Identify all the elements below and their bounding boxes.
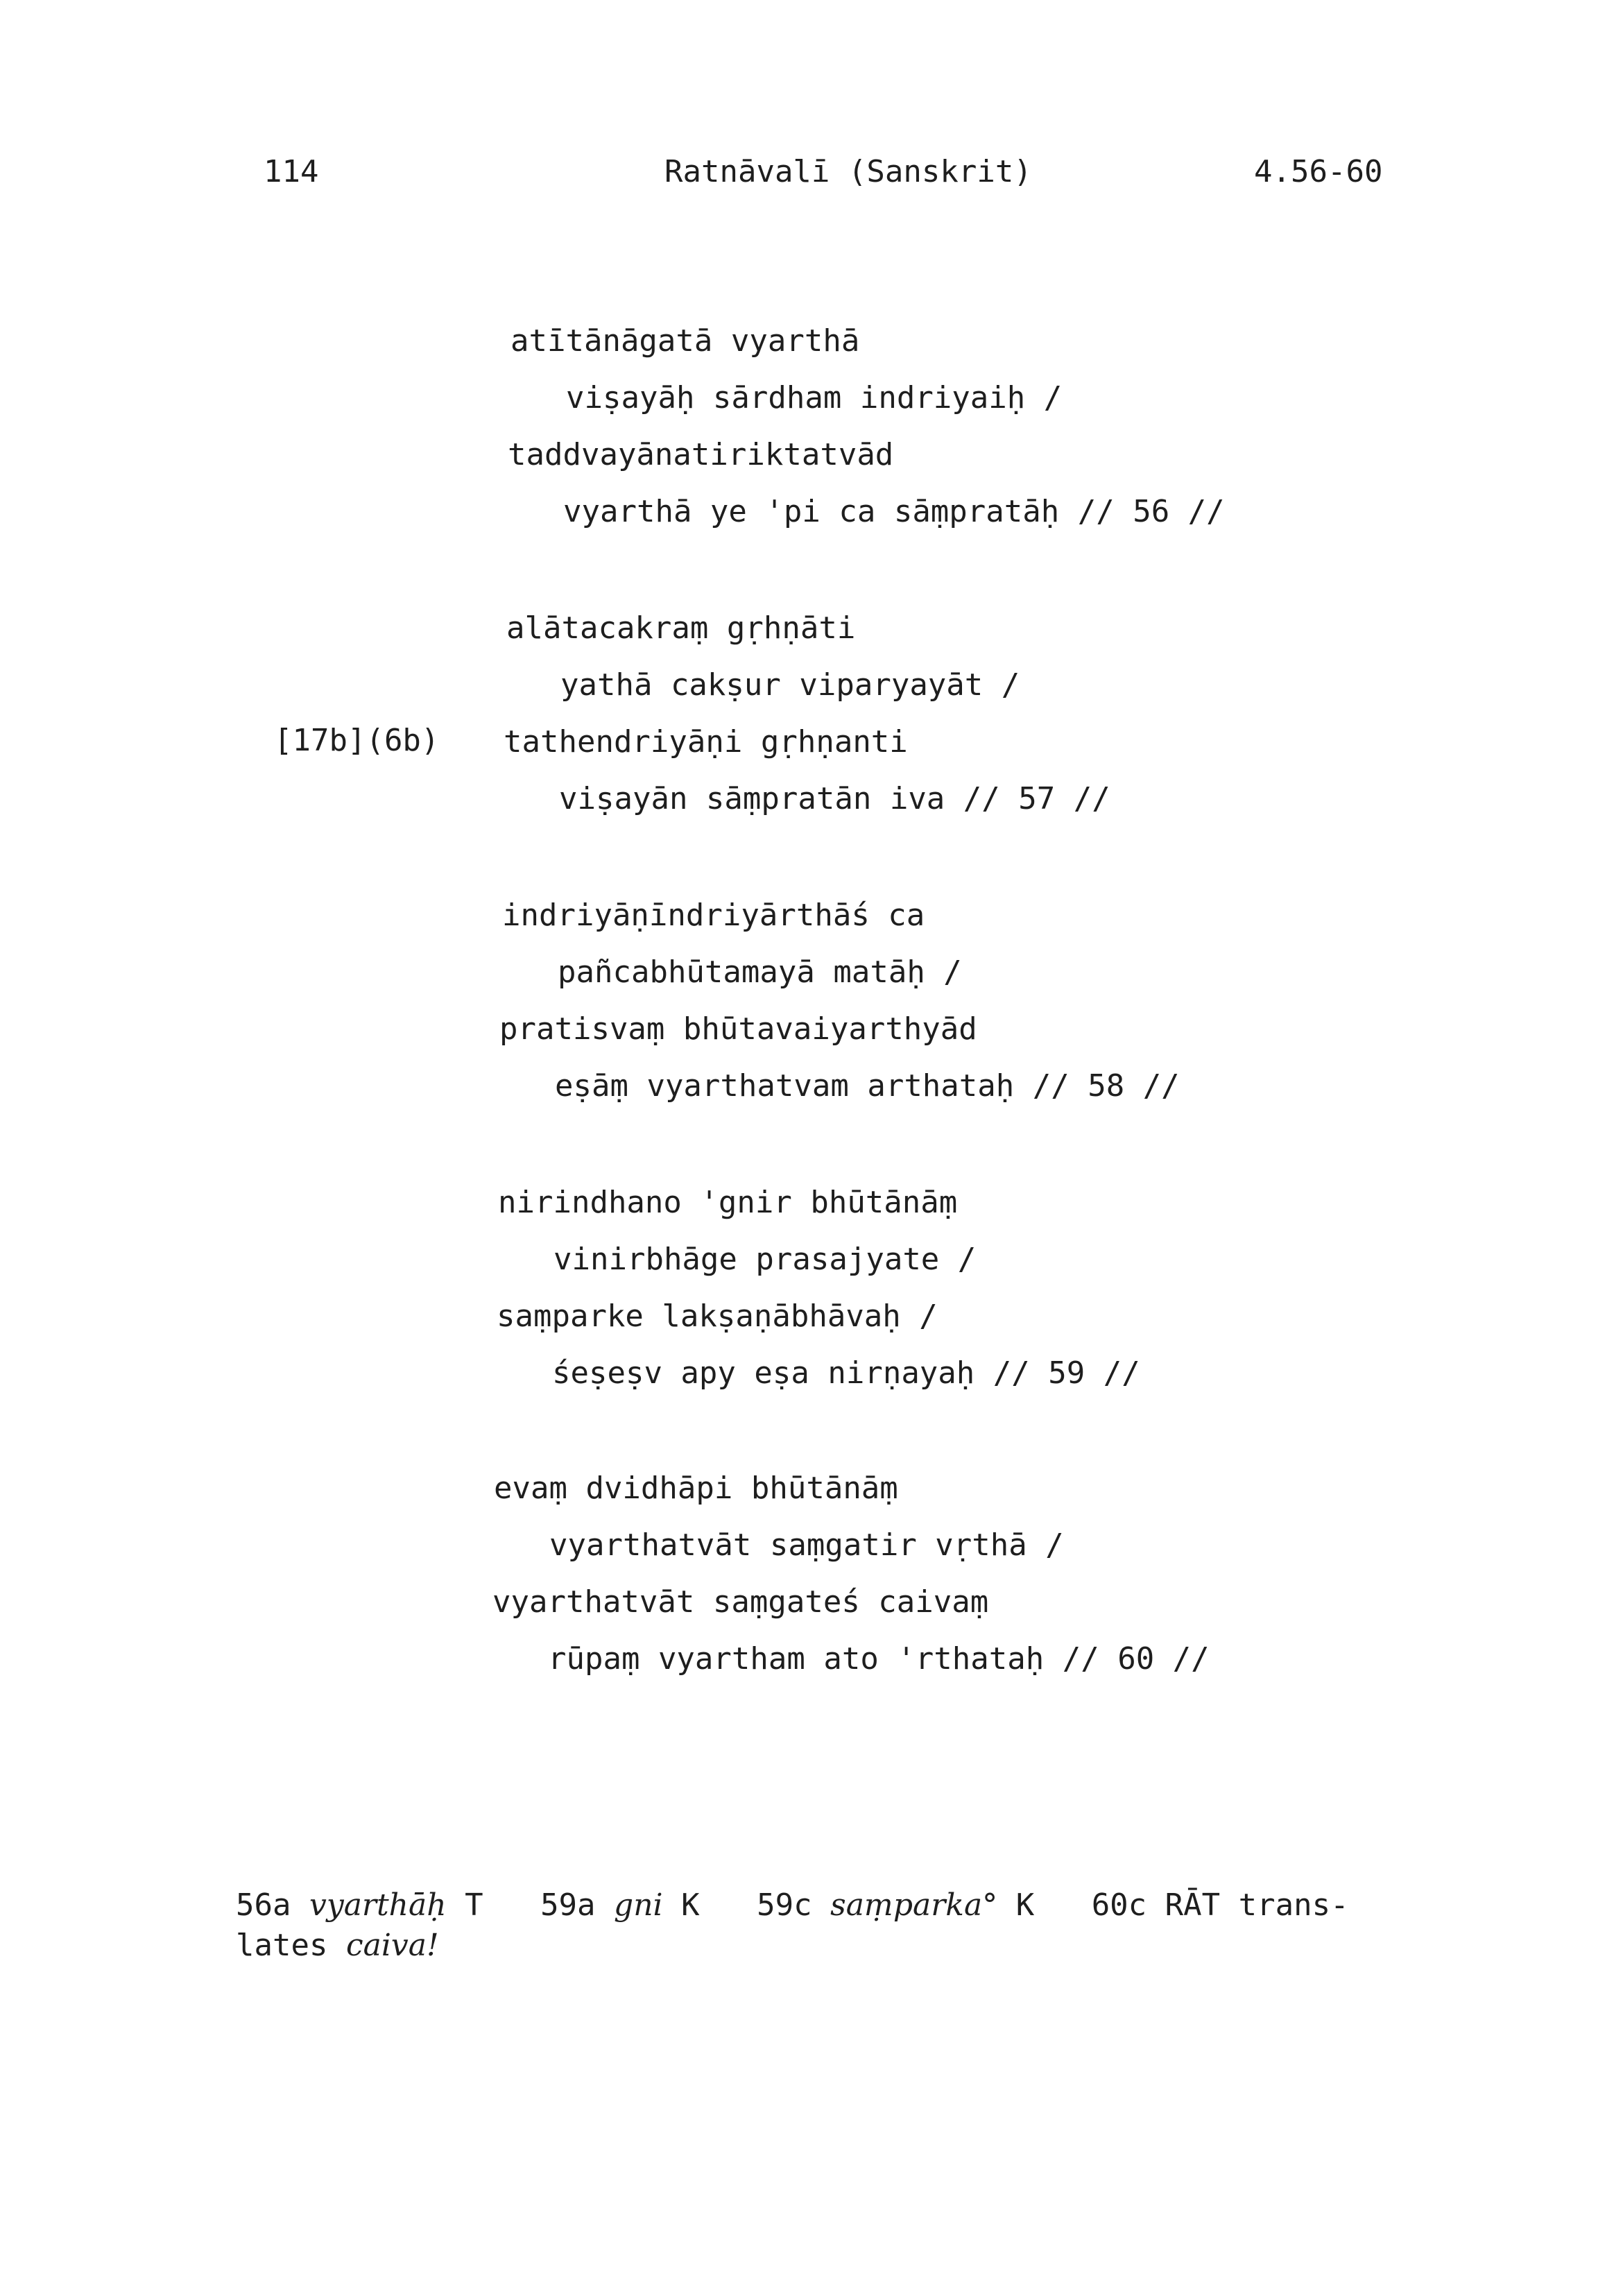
verse-56-line-c: taddvayānatiriktatvād: [508, 437, 894, 472]
footnote-text: RĀT trans-: [1165, 1887, 1349, 1923]
footnote-reading: vyarthāḥ: [309, 1887, 447, 1923]
verse-59-line-a: nirindhano 'gnir bhūtānāṃ: [498, 1185, 958, 1220]
footnote-sigla: K: [681, 1887, 700, 1923]
verse-57-line-b: yathā cakṣur viparyayāt /: [560, 667, 1020, 703]
footnote-line-2: [236, 1926, 1443, 1966]
verse-56-line-b: viṣayāḥ sārdham indriyaiḥ /: [566, 380, 1063, 415]
verse-range: 4.56-60: [1254, 154, 1383, 189]
footnote-ref: 59a: [540, 1887, 596, 1923]
running-title: Ratnāvalī (Sanskrit): [664, 154, 1032, 189]
verse-58-line-b: pañcabhūtamayā matāḥ /: [558, 954, 962, 990]
footnote-sigla: K: [1015, 1887, 1035, 1923]
verse-58-line-c: pratisvaṃ bhūtavaiyarthyād: [499, 1011, 977, 1047]
footnote-line-1: [236, 1885, 1443, 1926]
footnote-reading: caiva!: [345, 1928, 439, 1963]
verse-60-line-c: vyarthatvāt saṃgateś caivaṃ: [492, 1584, 989, 1620]
verse-59-line-c: saṃparke lakṣaṇābhāvaḥ /: [497, 1299, 938, 1334]
footnote-ref: 59c: [757, 1887, 812, 1923]
verse-60-line-b: vyarthatvāt saṃgatir vṛthā /: [549, 1527, 1064, 1563]
footnote-reading: saṃparka°: [830, 1887, 998, 1923]
verse-57-line-c: tathendriyāṇi gṛhṇanti: [504, 724, 908, 760]
margin-folio-note: [17b](6b): [274, 723, 440, 758]
verse-60-line-a: evaṃ dvidhāpi bhūtānāṃ: [494, 1471, 898, 1506]
footnote-ref: 56a: [236, 1887, 291, 1923]
verse-59-line-b: vinirbhāge prasajyate /: [553, 1242, 977, 1277]
footnote-ref: 60c: [1091, 1887, 1147, 1923]
verse-58-line-a: indriyāṇīndriyārthāś ca: [502, 898, 925, 933]
page-number: 114: [264, 154, 319, 189]
verse-59-line-d: śeṣeṣv apy eṣa nirṇayaḥ // 59 //: [552, 1355, 1140, 1391]
footnote-sigla: T: [465, 1887, 483, 1923]
verse-58-line-d: eṣāṃ vyarthatvam arthataḥ // 58 //: [555, 1068, 1180, 1104]
footnote-text: lates: [236, 1928, 328, 1963]
verse-60-line-d: rūpaṃ vyartham ato 'rthataḥ // 60 //: [548, 1641, 1210, 1677]
verse-57-line-a: alātacakraṃ gṛhṇāti: [506, 610, 856, 646]
critical-apparatus: [236, 1885, 1443, 1966]
verse-56-line-a: atītānāgatā vyarthā: [510, 323, 860, 359]
footnote-reading: gni: [614, 1887, 663, 1923]
verse-57-line-d: viṣayān sāṃpratān iva // 57 //: [559, 781, 1110, 816]
verse-56-line-d: vyarthā ye 'pi ca sāṃpratāḥ // 56 //: [563, 494, 1225, 529]
